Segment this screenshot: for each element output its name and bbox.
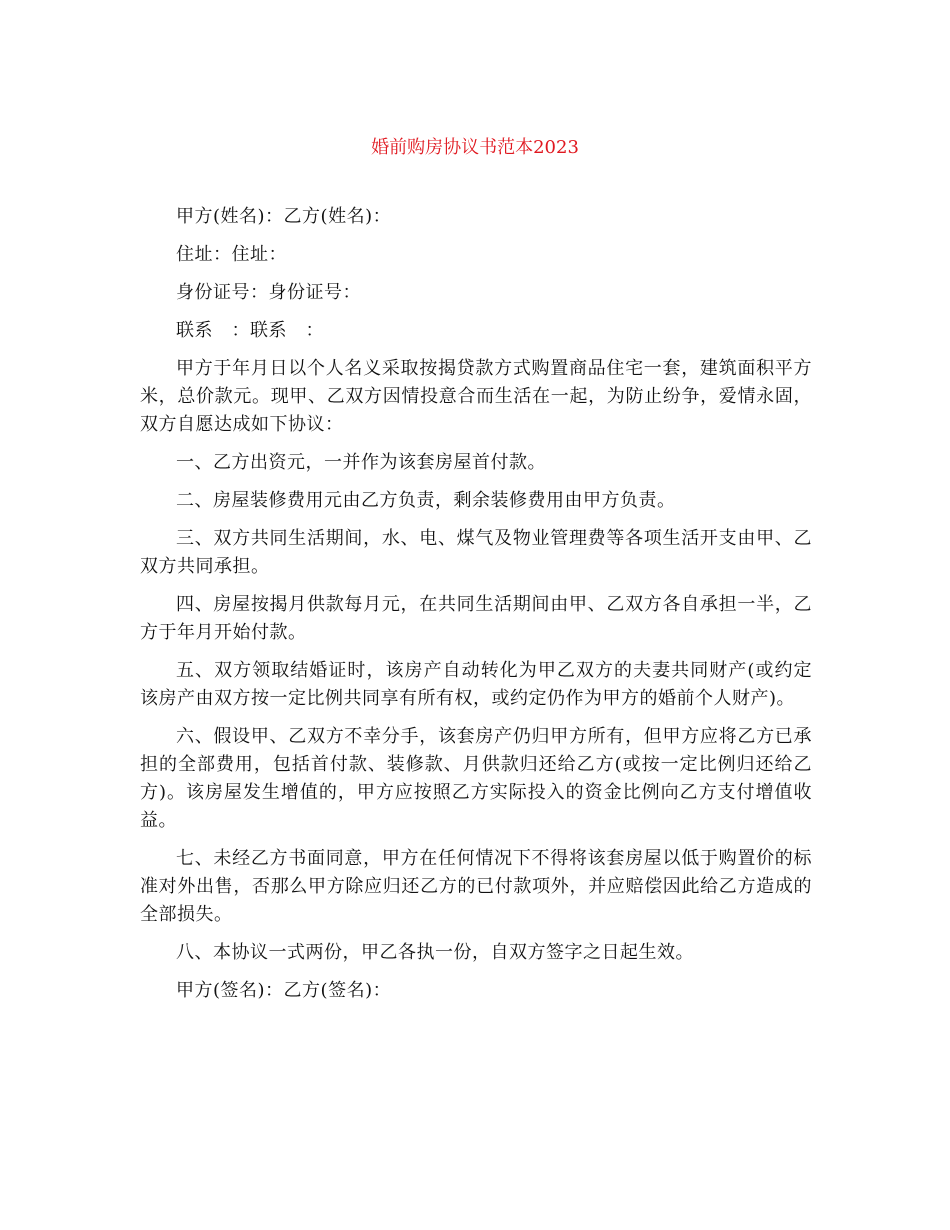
party-names-line: 甲方(姓名)：乙方(姓名)： [176,206,392,227]
clause-6: 六、假设甲、乙双方不幸分手，该套房产仍归甲方所有，但甲方应将乙方已承担的全部费用，包括首付款、装修款、月供款归还给乙方(或按一定比例归还给乙方)。该房屋发生增值的，甲方应按照乙方实际投入的资金比例向乙方支付增值收益。 [140,726,812,831]
document-body [140,203,812,1015]
clause-2: 二、房屋装修费用元由乙方负责，剩余装修费用由甲方负责。 [176,490,676,511]
contact-line: 联系 ：联系 ： [176,320,324,341]
clause-7: 七、未经乙方书面同意，甲方在任何情况下不得将该套房屋以低于购置价的标准对外出售，否那么甲方除应归还乙方的已付款项外，并应赔偿因此给乙方造成的全部损失。 [140,848,812,925]
clause-4: 四、房屋按揭月供款每月元，在共同生活期间由甲、乙双方各自承担一半，乙方于年月开始付款。 [140,594,812,643]
address-line: 住址：住址： [176,244,287,265]
signature-line: 甲方(签名)：乙方(签名)： [176,980,392,1001]
clause-3: 三、双方共同生活期间，水、电、煤气及物业管理费等各项生活开支由甲、乙双方共同承担。 [140,528,812,577]
clause-8: 八、本协议一式两份，甲乙各执一份，自双方签字之日起生效。 [176,942,694,963]
clause-1: 一、乙方出资元，一并作为该套房屋首付款。 [176,452,546,473]
document-title: 婚前购房协议书范本2023 [371,137,579,158]
preamble-paragraph: 甲方于年月日以个人名义采取按揭贷款方式购置商品住宅一套，建筑面积平方米，总价款元。现甲、乙双方因情投意合而生活在一起，为防止纷争，爱情永固，双方自愿达成如下协议： [140,358,812,435]
id-number-line: 身份证号：身份证号： [176,282,361,303]
clause-5: 五、双方领取结婚证时，该房产自动转化为甲乙双方的夫妻共同财产(或约定该房产由双方按一定比例共同享有所有权，或约定仍作为甲方的婚前个人财产)。 [140,660,812,709]
